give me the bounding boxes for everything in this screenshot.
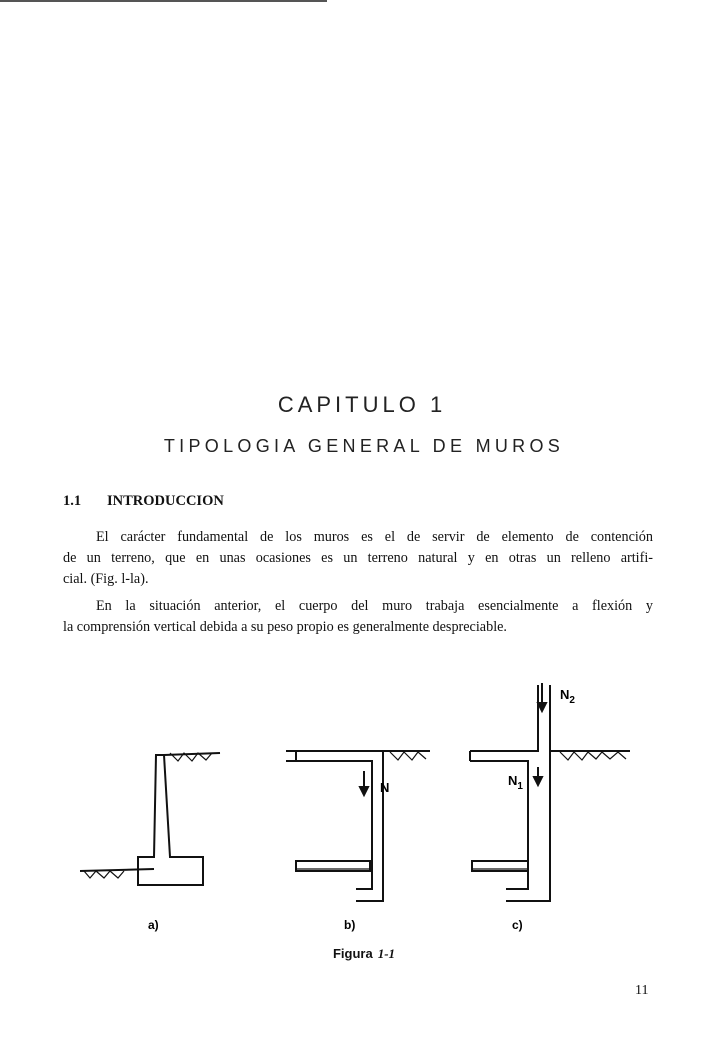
paragraph-line: El carácter fundamental de los muros es el de servir de elemento de contención	[96, 529, 653, 545]
subfigure-label-c: c)	[512, 918, 523, 932]
force-label-n1: $N_1$	[508, 773, 523, 792]
caption-number: 1-1	[377, 946, 396, 961]
wall-diagram-a	[80, 753, 220, 885]
paragraph-line: En la situación anterior, el cuerpo del muro trabaja esencialmente a flexión y	[96, 598, 653, 614]
wall-diagram-b	[286, 751, 430, 901]
paragraph-1	[63, 527, 653, 590]
force-label-n2: $N_2$	[560, 687, 575, 706]
force-label-n: N	[380, 780, 390, 795]
subfigure-label-a: a)	[148, 918, 159, 932]
chapter-number: CAPITULO 1	[277, 392, 447, 417]
caption-word: Figura	[332, 946, 373, 961]
wall-typology-figure	[60, 675, 660, 945]
section-heading	[63, 493, 224, 510]
header-rule	[0, 0, 327, 2]
paragraph-line: cial. (Fig. l-la).	[63, 571, 149, 587]
subfigure-label-b: b)	[344, 918, 356, 932]
chapter-title: TIPOLOGIA GENERAL DE MUROS	[163, 436, 565, 456]
section-title: INTRODUCCION	[107, 493, 224, 509]
paragraph-line: la comprensión vertical debida a su peso propio es generalmente despreciable.	[63, 619, 507, 635]
section-number: 1.1	[63, 493, 82, 509]
paragraph-2	[63, 596, 653, 638]
wall-diagram-c	[470, 683, 630, 901]
page-number: 11	[635, 983, 649, 998]
paragraph-line: de un terreno, que en unas ocasiones es un terreno natural y en otras un relleno artifi-	[63, 550, 653, 566]
figure-caption	[0, 946, 728, 962]
